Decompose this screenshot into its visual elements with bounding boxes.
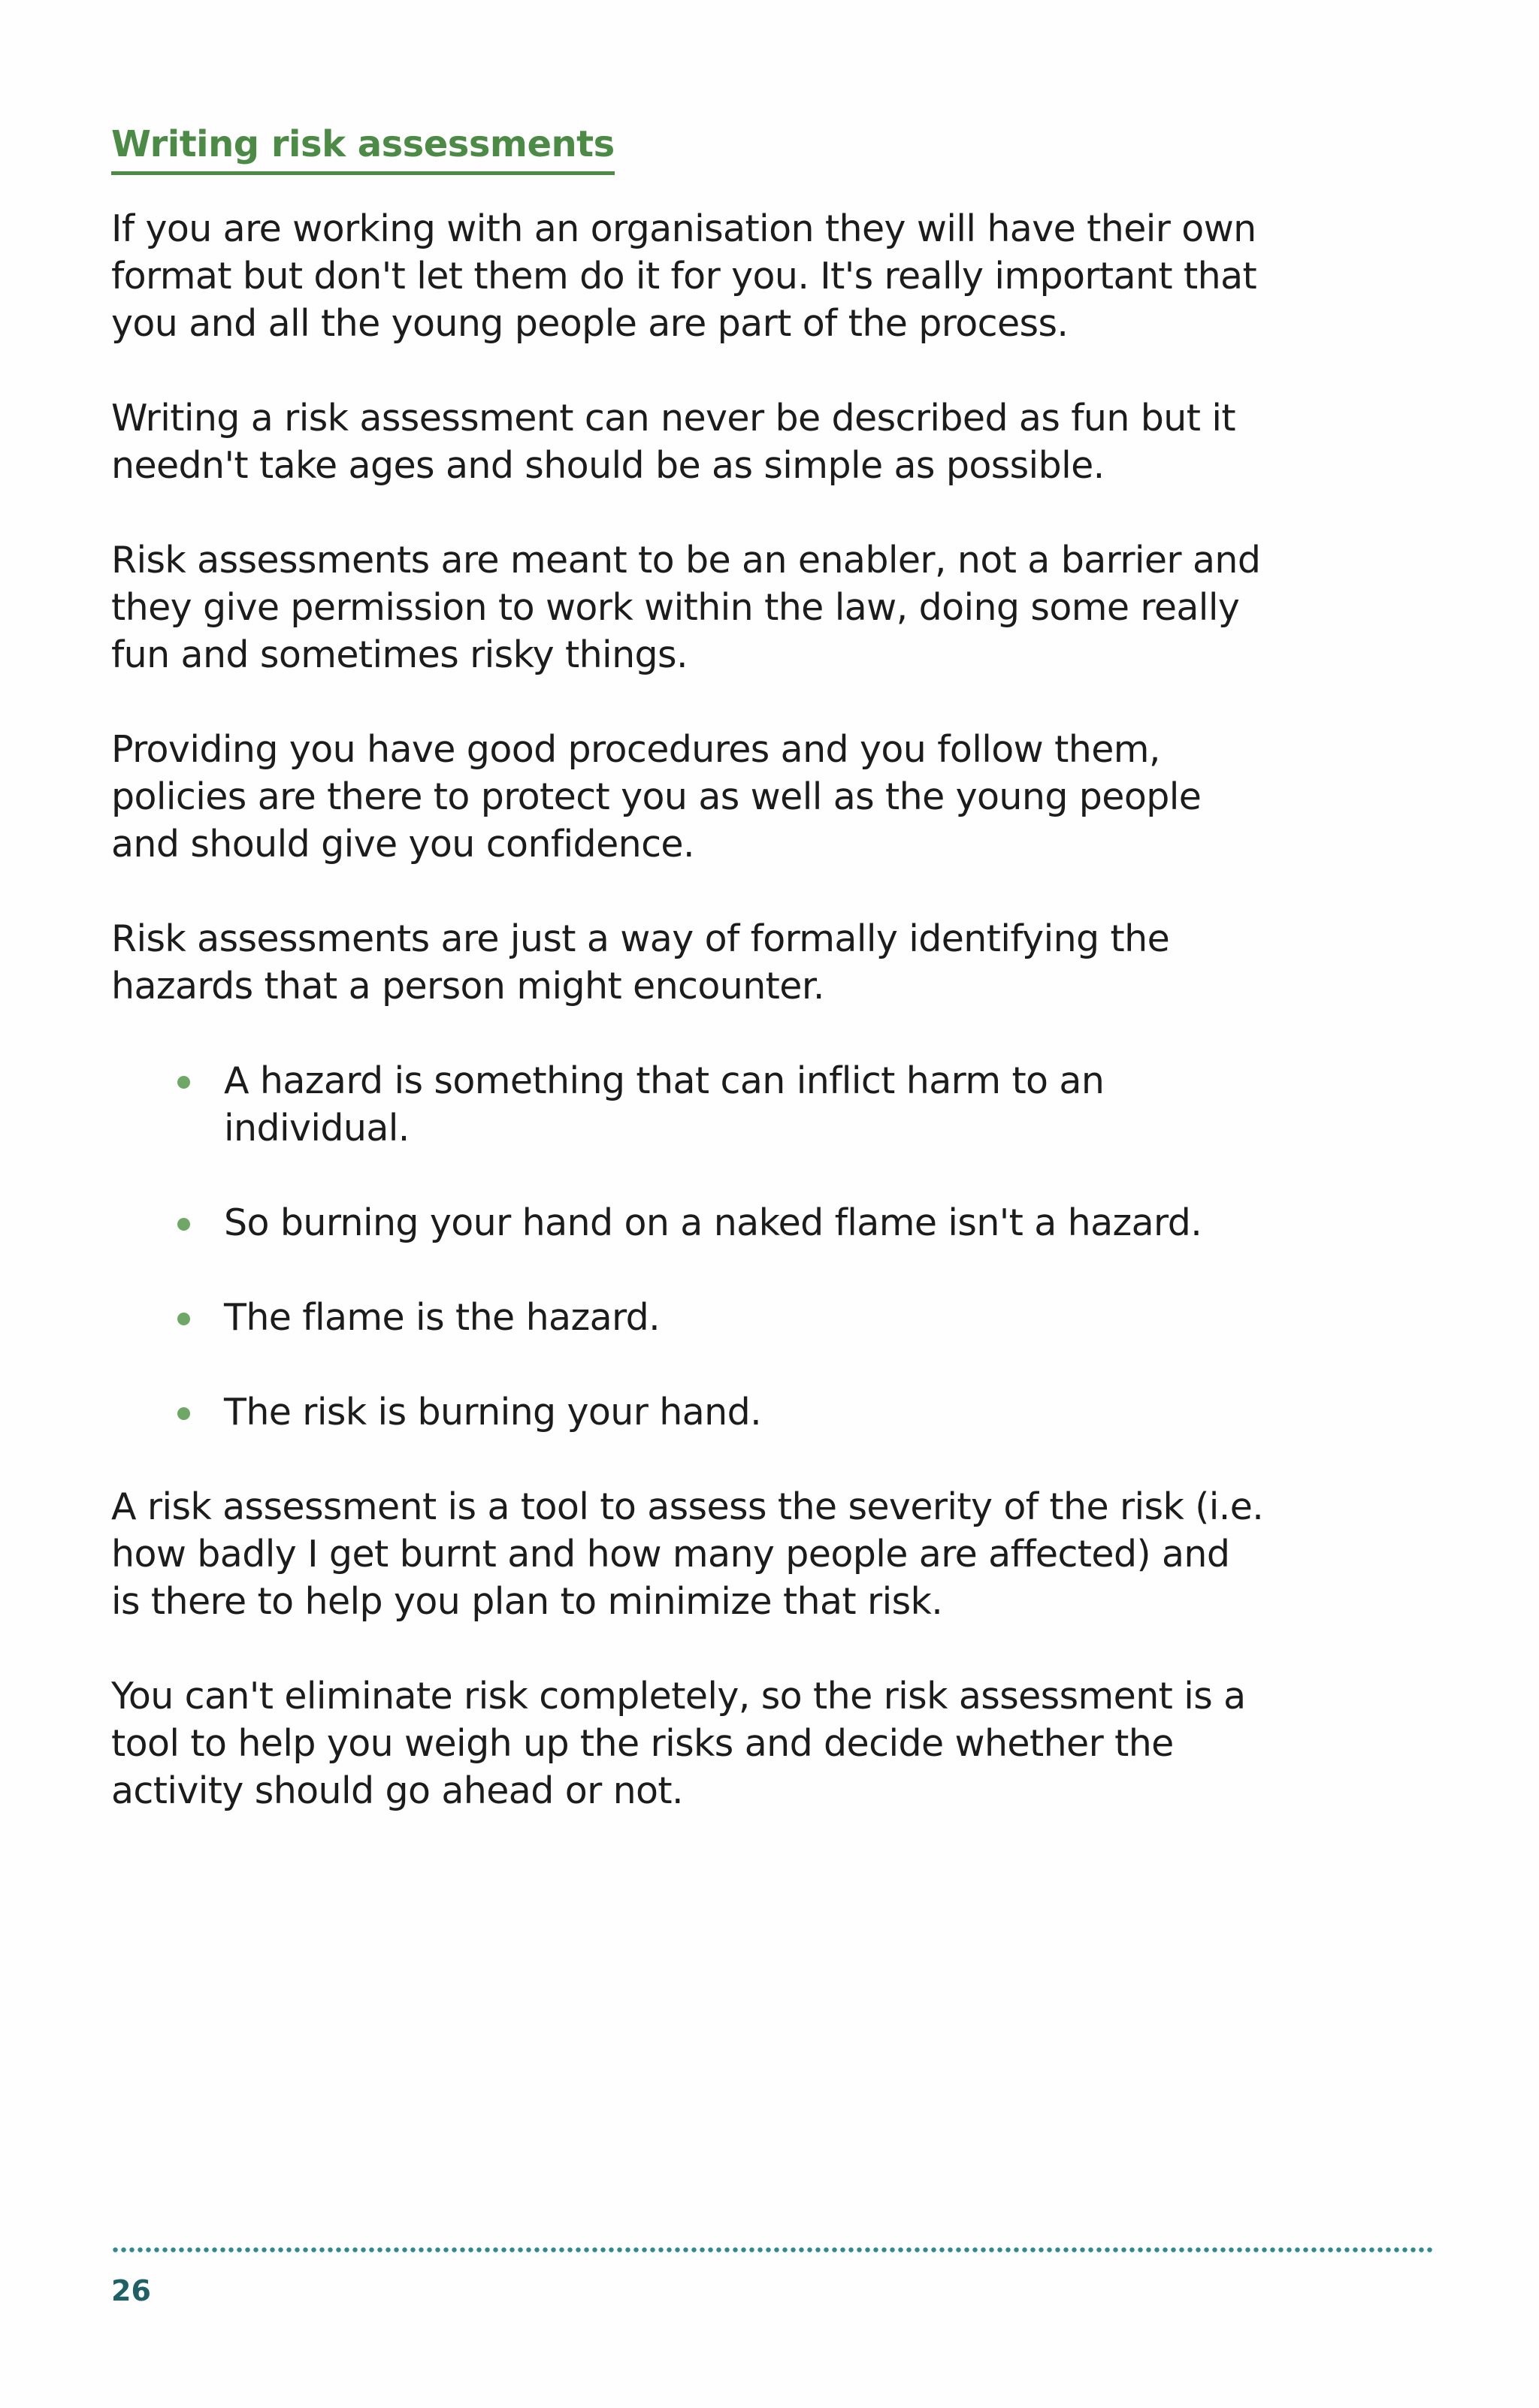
paragraph: If you are working with an organisation they will have their own format but don't let them do it for you. It's really important that you and all the young people are part of the process. — [111, 207, 1257, 345]
bullet-icon — [177, 1313, 190, 1325]
bullet-icon — [177, 1076, 190, 1089]
list-item — [111, 1294, 1268, 1341]
section-heading: Writing risk assessments — [111, 126, 615, 175]
paragraph: Writing a risk assessment can never be described as fun but it needn't take ages and should be as simple as possible. — [111, 397, 1235, 487]
list-item — [111, 1388, 1268, 1436]
paragraph: Risk assessments are just a way of formally identifying the hazards that a person might encounter. — [111, 917, 1170, 1008]
list-item-text: So burning your hand on a naked flame isn't a hazard. — [224, 1201, 1202, 1244]
bullet-icon — [177, 1218, 190, 1231]
page-content — [111, 123, 1268, 1862]
paragraph: Risk assessments are meant to be an enabler, not a barrier and they give permission to work within the law, doing some really fun and sometimes risky things. — [111, 539, 1261, 676]
bullet-icon — [177, 1407, 190, 1420]
page-number: 26 — [111, 2274, 151, 2307]
list-item-text: The flame is the hazard. — [224, 1296, 661, 1339]
footer-dotted-divider — [111, 2246, 1432, 2253]
list-item — [111, 1057, 1268, 1152]
paragraph: A risk assessment is a tool to assess the severity of the risk (i.e. how badly I get burnt and how many people are affected) and is there to help you plan to minimize that risk. — [111, 1485, 1264, 1623]
bullet-list — [111, 1057, 1268, 1436]
list-item-text: A hazard is something that can inflict harm to an individual. — [224, 1059, 1105, 1150]
paragraph: You can't eliminate risk completely, so the risk assessment is a tool to help you weigh up the risks and decide whether the activity should go ahead or not. — [111, 1675, 1246, 1812]
paragraph: Providing you have good procedures and you follow them, policies are there to protect you as well as the young people and should give you confidence. — [111, 728, 1202, 866]
list-item-text: The risk is burning your hand. — [224, 1391, 762, 1434]
list-item — [111, 1199, 1268, 1246]
